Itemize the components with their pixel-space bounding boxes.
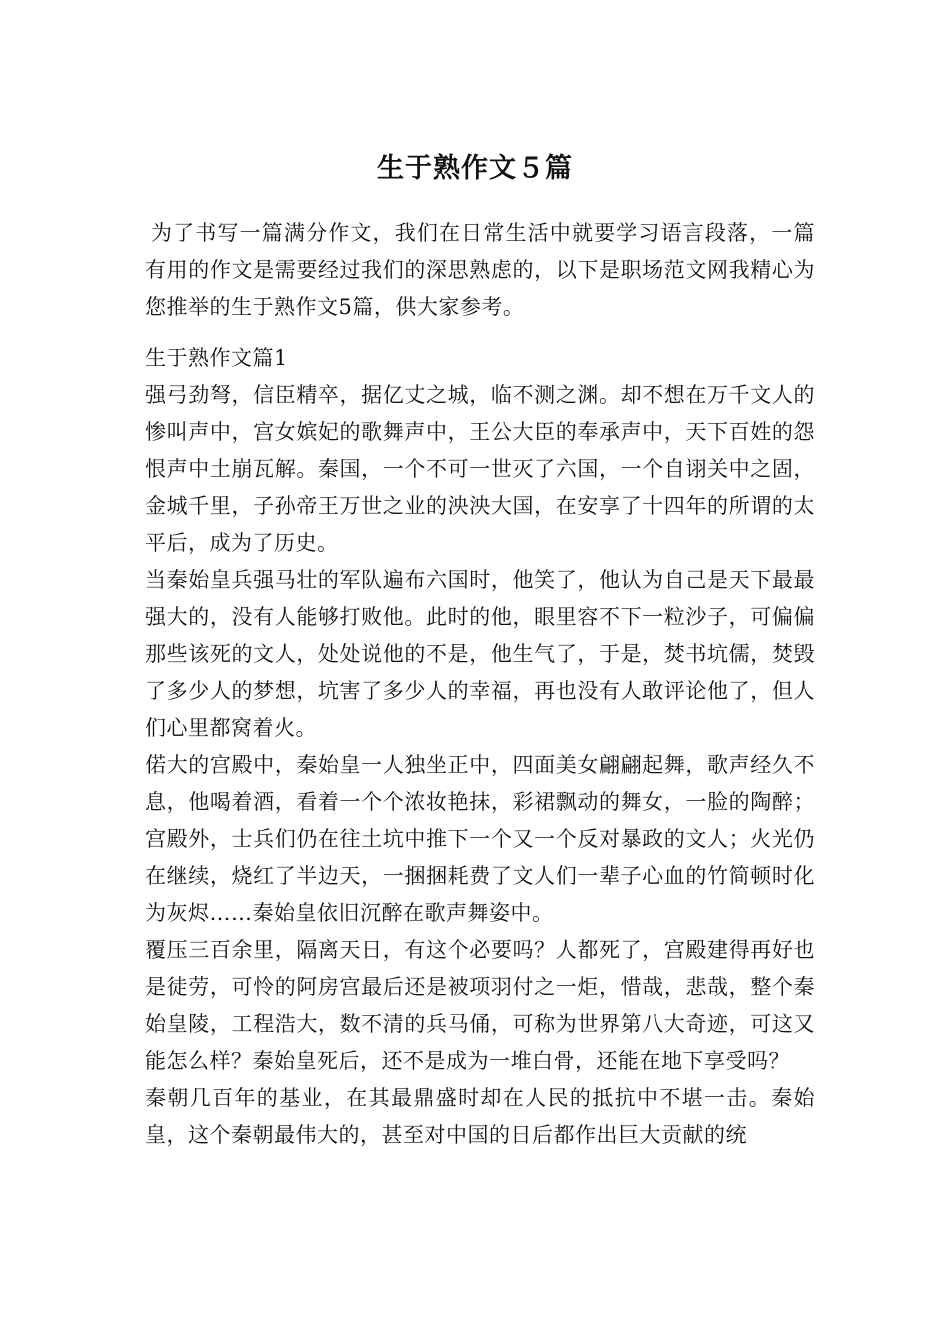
document-title: 生于熟作文５篇 bbox=[377, 153, 573, 185]
section-heading: 生于熟作文篇1 bbox=[145, 346, 288, 370]
intro-paragraph: 为了书写一篇满分作文，我们在日常生活中就要学习语言段落，一篇有用的作文是需要经过我们的深思熟虑的，以下是职场范文网我精心为您推举的生于熟作文5篇，供大家参考。 bbox=[145, 221, 815, 319]
section-paragraph: 秦朝几百年的基业，在其最鼎盛时却在人民的抵抗中不堪一击。秦始皇，这个秦朝最伟大的，甚至对中国的日后都作出巨大贡献的统 bbox=[145, 1086, 815, 1147]
section-paragraph: 覆压三百余里，隔离天日，有这个必要吗？人都死了，宫殿建得再好也是徒劳，可怜的阿房宫最后还是被项羽付之一炬，惜哉，悲哉，整个秦始皇陵，工程浩大，数不清的兵马俑，可称为世界第八大奇迹，可这又能怎么样？秦始皇死后，还不是成为一堆白骨，还能在地下享受吗？ bbox=[145, 938, 815, 1073]
section-paragraph: 偌大的宫殿中，秦始皇一人独坐正中，四面美女翩翩起舞，歌声经久不息，他喝着酒，看着一个个浓妆艳抹，彩裙飘动的舞女，一脸的陶醉；宫殿外，士兵们仍在往土坑中推下一个又一个反对暴政的文人；火光仍在继续，烧红了半边天，一捆捆耗费了文人们一辈子心血的竹简顿时化为灰烬……秦始皇依旧沉醉在歌声舞姿中。 bbox=[145, 753, 815, 925]
section-paragraph: 当秦始皇兵强马壮的军队遍布六国时，他笑了，他认为自己是天下最最强大的，没有人能够打败他。此时的他，眼里容不下一粒沙子，可偏偏那些该死的文人，处处说他的不是，他生气了，于是，焚书坑儒，焚毁了多少人的梦想，坑害了多少人的幸福，再也没有人敢评论他了，但人们心里都窝着火。 bbox=[145, 568, 815, 740]
section-1 bbox=[145, 340, 815, 1154]
section-paragraph: 强弓劲弩，信臣精卒，据亿丈之城，临不测之渊。却不想在万千文人的惨叫声中，宫女嫔妃的歌舞声中，王公大臣的奉承声中，天下百姓的怨恨声中土崩瓦解。秦国，一个不可一世灭了六国，一个自诩关中之固，金城千里，子孙帝王万世之业的泱泱大国，在安享了十四年的所谓的太平后，成为了历史。 bbox=[145, 383, 815, 555]
